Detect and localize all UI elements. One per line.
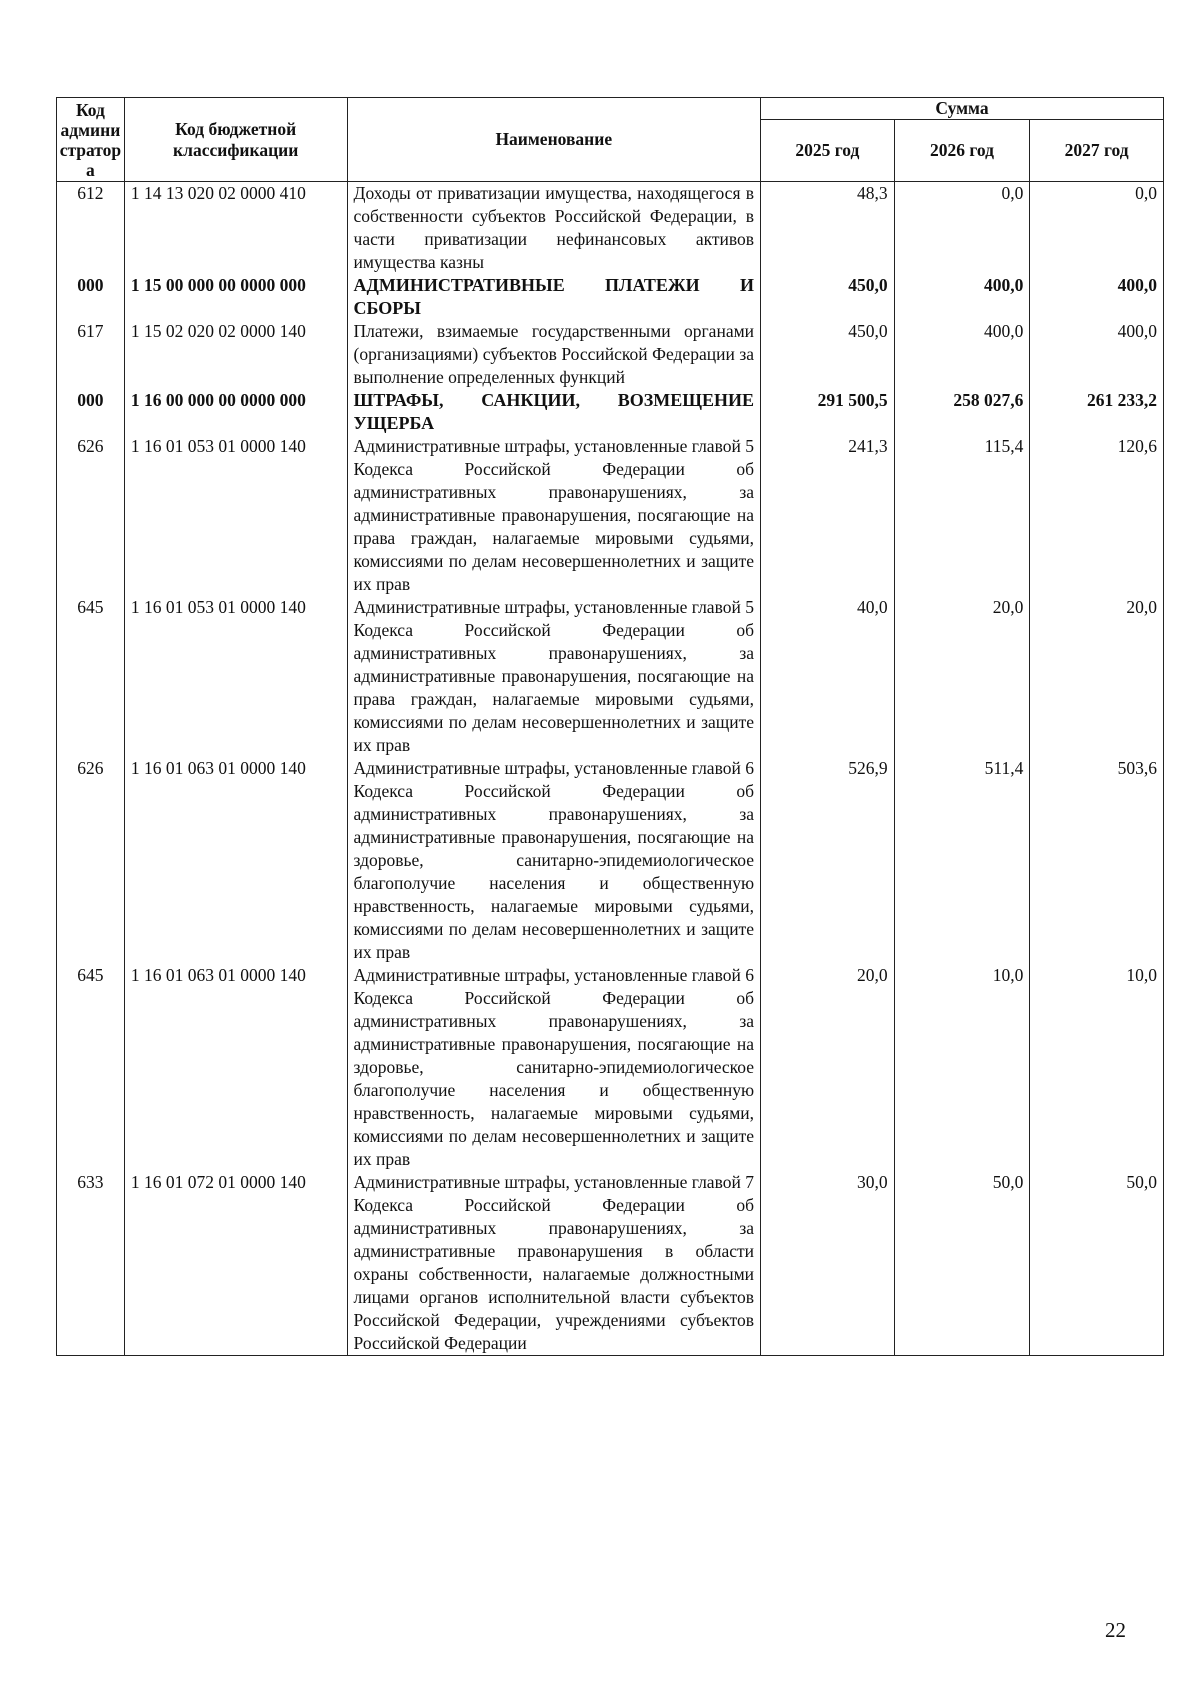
value-2025-cell: 48,3	[761, 182, 895, 275]
value-2026-cell: 50,0	[894, 1171, 1030, 1356]
sum-header: Сумма	[761, 98, 1164, 120]
name-cell: Административные штрафы, установленные главой 6 Кодекса Российской Федерации об административных правонарушениях, за административные правонарушения, посягающие на здоровье, санитарно-эпидемиологическое благополучие населения и общественную нравственность, налагаемые мировыми судьями, комиссиями по делам несовершеннолетних и защите их прав	[347, 964, 761, 1171]
value-2026-cell: 10,0	[894, 964, 1030, 1171]
value-2027-cell: 0,0	[1030, 182, 1164, 275]
value-2026-cell: 115,4	[894, 435, 1030, 596]
table-row	[57, 389, 1164, 435]
budget-code-cell: 1 16 01 053 01 0000 140	[124, 435, 347, 596]
value-2027-cell: 400,0	[1030, 320, 1164, 389]
value-2026-cell: 258 027,6	[894, 389, 1030, 435]
value-2025-cell: 450,0	[761, 320, 895, 389]
table-row	[57, 320, 1164, 389]
budget-code-cell: 1 16 01 063 01 0000 140	[124, 757, 347, 964]
budget-code-cell: 1 15 00 000 00 0000 000	[124, 274, 347, 320]
table-row	[57, 182, 1164, 275]
admin-code-cell: 612	[57, 182, 125, 275]
name-cell: Административные штрафы, установленные главой 5 Кодекса Российской Федерации об административных правонарушениях, за административные правонарушения, посягающие на права граждан, налагаемые мировыми судьями, комиссиями по делам несовершеннолетних и защите их прав	[347, 435, 761, 596]
name-cell: Платежи, взимаемые государственными органами (организациями) субъектов Российской Федерации за выполнение определенных функций	[347, 320, 761, 389]
value-2027-cell: 400,0	[1030, 274, 1164, 320]
budget-code-cell: 1 15 02 020 02 0000 140	[124, 320, 347, 389]
page-number: 22	[1105, 1618, 1126, 1642]
budget-code-cell: 1 14 13 020 02 0000 410	[124, 182, 347, 275]
value-2027-cell: 261 233,2	[1030, 389, 1164, 435]
name-cell: Административные штрафы, установленные главой 5 Кодекса Российской Федерации об административных правонарушениях, за административные правонарушения, посягающие на права граждан, налагаемые мировыми судьями, комиссиями по делам несовершеннолетних и защите их прав	[347, 596, 761, 757]
admin-code-cell: 645	[57, 964, 125, 1171]
name-cell: ШТРАФЫ, САНКЦИИ, ВОЗМЕЩЕНИЕ УЩЕРБА	[347, 389, 761, 435]
value-2027-cell: 120,6	[1030, 435, 1164, 596]
budget-code-cell: 1 16 00 000 00 0000 000	[124, 389, 347, 435]
value-2025-cell: 291 500,5	[761, 389, 895, 435]
value-2027-cell: 503,6	[1030, 757, 1164, 964]
budget-code-cell: 1 16 01 053 01 0000 140	[124, 596, 347, 757]
name-cell: АДМИНИСТРАТИВНЫЕ ПЛАТЕЖИ И СБОРЫ	[347, 274, 761, 320]
table-row	[57, 964, 1164, 1171]
admin-code-cell: 626	[57, 435, 125, 596]
value-2025-cell: 241,3	[761, 435, 895, 596]
value-2027-cell: 20,0	[1030, 596, 1164, 757]
table-row	[57, 596, 1164, 757]
table-row	[57, 274, 1164, 320]
table-row	[57, 757, 1164, 964]
value-2026-cell: 400,0	[894, 274, 1030, 320]
year-2027-header: 2027 год	[1030, 120, 1164, 182]
admin-code-cell: 645	[57, 596, 125, 757]
value-2026-cell: 0,0	[894, 182, 1030, 275]
value-2026-cell: 20,0	[894, 596, 1030, 757]
year-2026-header: 2026 год	[894, 120, 1030, 182]
name-cell: Административные штрафы, установленные главой 7 Кодекса Российской Федерации об административных правонарушениях, за административные правонарушения в области охраны собственности, налагаемые должностными лицами органов исполнительной власти субъектов Российской Федерации, учреждениями субъектов Российской Федерации	[347, 1171, 761, 1356]
value-2025-cell: 40,0	[761, 596, 895, 757]
value-2025-cell: 450,0	[761, 274, 895, 320]
budget-code-cell: 1 16 01 072 01 0000 140	[124, 1171, 347, 1356]
name-cell: Административные штрафы, установленные главой 6 Кодекса Российской Федерации об административных правонарушениях, за административные правонарушения, посягающие на здоровье, санитарно-эпидемиологическое благополучие населения и общественную нравственность, налагаемые мировыми судьями, комиссиями по делам несовершеннолетних и защите их прав	[347, 757, 761, 964]
value-2026-cell: 400,0	[894, 320, 1030, 389]
budget-code-header: Код бюджетной классификации	[124, 98, 347, 182]
year-2025-header: 2025 год	[761, 120, 895, 182]
value-2027-cell: 10,0	[1030, 964, 1164, 1171]
value-2026-cell: 511,4	[894, 757, 1030, 964]
admin-code-header: Код админи стратор а	[57, 98, 125, 182]
value-2027-cell: 50,0	[1030, 1171, 1164, 1356]
budget-revenue-table	[56, 97, 1164, 1356]
budget-code-cell: 1 16 01 063 01 0000 140	[124, 964, 347, 1171]
value-2025-cell: 526,9	[761, 757, 895, 964]
admin-code-cell: 633	[57, 1171, 125, 1356]
table-row	[57, 1171, 1164, 1356]
name-header: Наименование	[347, 98, 761, 182]
admin-code-cell: 000	[57, 274, 125, 320]
name-cell: Доходы от приватизации имущества, находящегося в собственности субъектов Российской Федерации, в части приватизации нефинансовых активов имущества казны	[347, 182, 761, 275]
admin-code-cell: 000	[57, 389, 125, 435]
admin-code-cell: 626	[57, 757, 125, 964]
value-2025-cell: 30,0	[761, 1171, 895, 1356]
admin-code-cell: 617	[57, 320, 125, 389]
value-2025-cell: 20,0	[761, 964, 895, 1171]
table-row	[57, 435, 1164, 596]
